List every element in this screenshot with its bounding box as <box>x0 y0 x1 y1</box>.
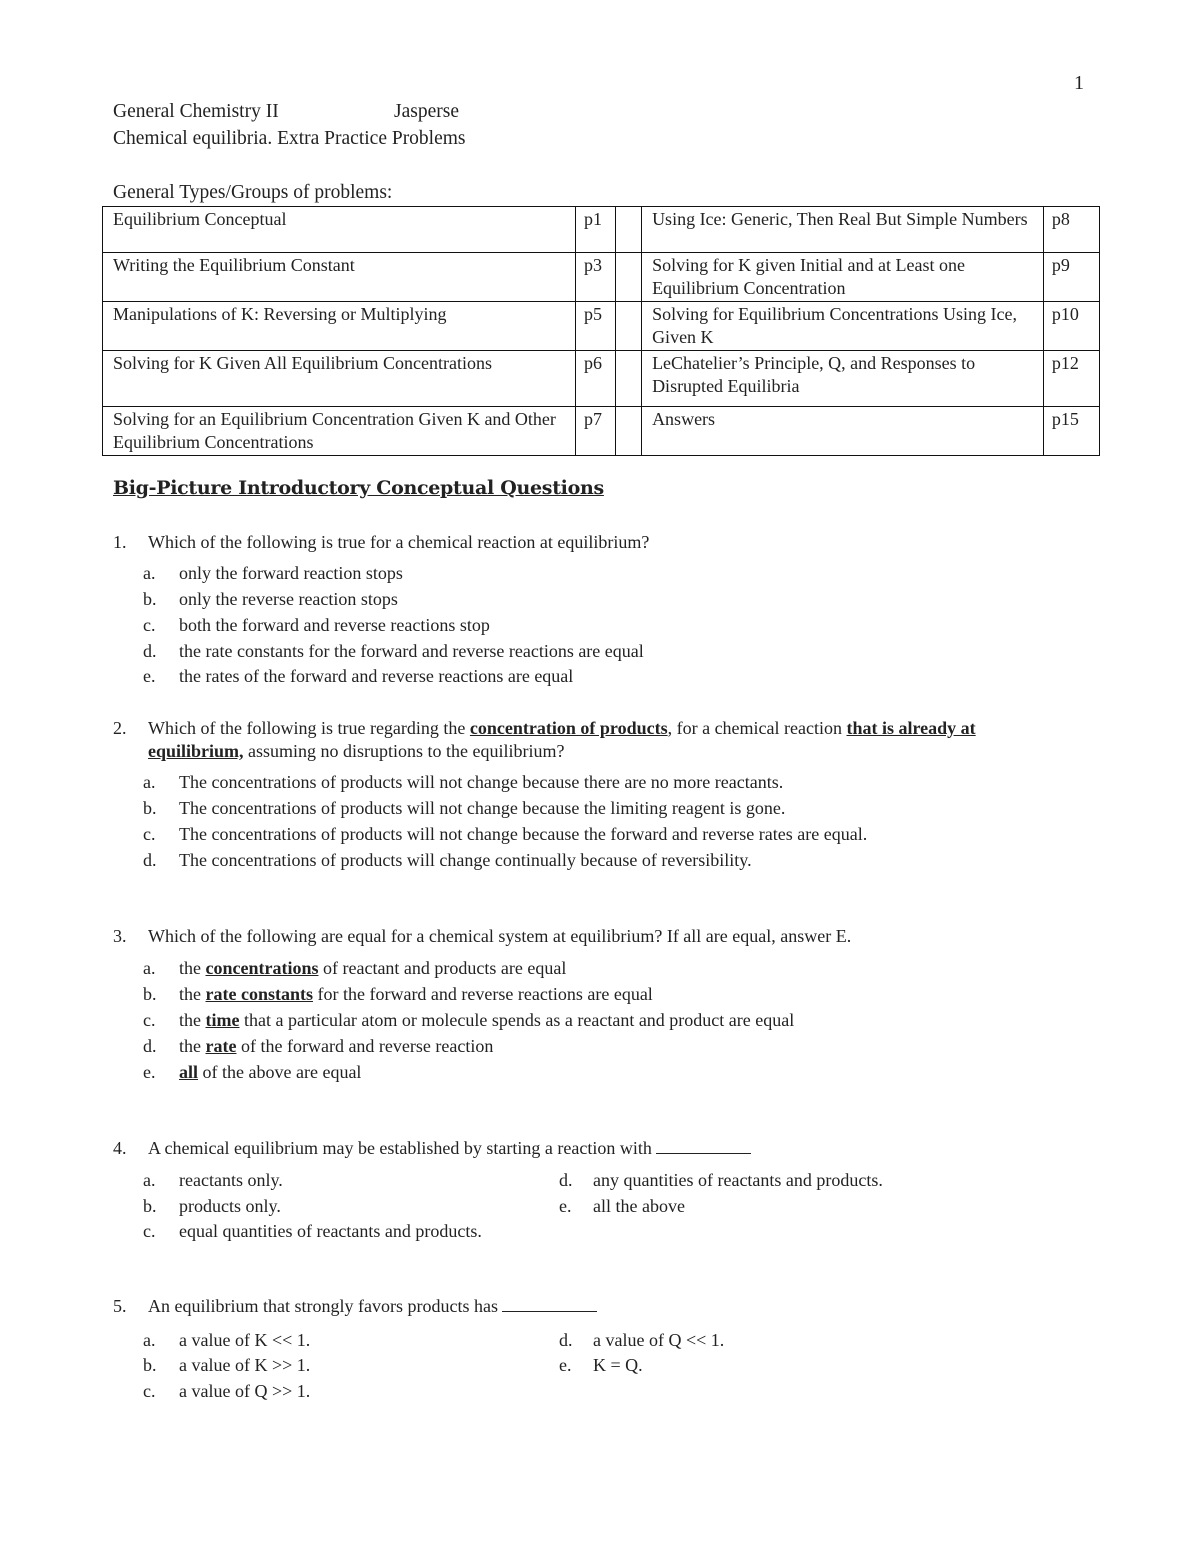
option-text <box>179 984 653 1005</box>
option-text <box>179 1062 361 1083</box>
spacer-cell <box>616 207 642 253</box>
toc-topic: Solving for K Given All Equilibrium Concentrations <box>103 351 576 407</box>
table-row <box>103 351 1100 407</box>
question-text-part: , for a chemical reaction <box>667 718 847 738</box>
question-text <box>148 717 976 740</box>
option-text-part: of the above are equal <box>198 1062 362 1082</box>
option-letter: c. <box>143 1010 156 1030</box>
table-row <box>103 253 1100 302</box>
option-letter: d. <box>143 850 157 870</box>
toc-page: p5 <box>575 302 615 351</box>
section-heading: Big-Picture Introductory Conceptual Questions <box>113 477 604 499</box>
option-letter: a. <box>143 1170 156 1190</box>
spacer-cell <box>616 407 642 456</box>
option-letter: e. <box>559 1196 572 1216</box>
spacer-cell <box>616 302 642 351</box>
question-number: 1. <box>113 532 127 552</box>
option-text: a value of K << 1. <box>179 1330 311 1350</box>
emphasis-text: all <box>179 1062 199 1082</box>
option-letter: a. <box>143 563 156 583</box>
emphasis-text: rate constants <box>205 984 313 1004</box>
option-text: The concentrations of products will not change because there are no more reactants. <box>179 772 784 792</box>
groups-label: General Types/Groups of problems: <box>113 182 393 203</box>
toc-page: p3 <box>575 253 615 302</box>
option-letter: d. <box>559 1330 573 1350</box>
page-number: 1 <box>1074 72 1084 94</box>
toc-page: p12 <box>1043 351 1099 407</box>
emphasis-text: rate <box>205 1036 237 1056</box>
option-text: K = Q. <box>593 1355 643 1375</box>
header-line <box>113 101 459 123</box>
option-text: any quantities of reactants and products. <box>593 1170 883 1190</box>
option-text: equal quantities of reactants and products. <box>179 1221 482 1241</box>
option-text: only the reverse reaction stops <box>179 589 398 609</box>
emphasis-text: time <box>205 1010 240 1030</box>
option-letter: b. <box>143 589 157 609</box>
question-text <box>148 740 565 763</box>
option-letter: d. <box>143 641 157 661</box>
toc-page: p6 <box>575 351 615 407</box>
option-letter: b. <box>143 1355 157 1375</box>
spacer-cell <box>616 253 642 302</box>
option-letter: c. <box>143 615 156 635</box>
option-letter: b. <box>143 798 157 818</box>
option-text: the rates of the forward and reverse reactions are equal <box>179 666 574 686</box>
toc-topic: Solving for an Equilibrium Concentration Given K and Other Equilibrium Concentrations <box>103 407 576 456</box>
emphasis-text: concentration of products <box>469 718 668 738</box>
table-row <box>103 302 1100 351</box>
option-letter: b. <box>143 984 157 1004</box>
toc-topic: Using Ice: Generic, Then Real But Simple Numbers <box>642 207 1044 253</box>
question-text: Which of the following are equal for a chemical system at equilibrium? If all are equal, answer E. <box>148 926 852 946</box>
question-text-part: assuming no disruptions to the equilibrium? <box>243 741 565 761</box>
toc-page: p1 <box>575 207 615 253</box>
answer-blank <box>656 1137 751 1154</box>
question-text-part: A chemical equilibrium may be established by starting a reaction with <box>148 1138 652 1158</box>
question-text-part: Which of the following is true regarding the <box>148 718 470 738</box>
toc-topic: Manipulations of K: Reversing or Multiplying <box>103 302 576 351</box>
option-text-part: that a particular atom or molecule spends as a reactant and product are equal <box>239 1010 795 1030</box>
option-letter: a. <box>143 1330 156 1350</box>
option-letter: b. <box>143 1196 157 1216</box>
option-text: both the forward and reverse reactions stop <box>179 615 490 635</box>
answer-blank <box>502 1295 597 1312</box>
table-row <box>103 207 1100 253</box>
toc-topic: Answers <box>642 407 1044 456</box>
question-number: 4. <box>113 1138 127 1158</box>
option-text: a value of Q << 1. <box>593 1330 725 1350</box>
option-letter: e. <box>143 1062 156 1082</box>
option-letter: c. <box>143 1221 156 1241</box>
toc-topic: Equilibrium Conceptual <box>103 207 576 253</box>
course-title: General Chemistry II <box>113 101 279 122</box>
toc-page: p7 <box>575 407 615 456</box>
option-text: The concentrations of products will not change because the forward and reverse rates are equal. <box>179 824 868 844</box>
option-text: only the forward reaction stops <box>179 563 403 583</box>
question-text <box>148 1295 597 1318</box>
option-text-part: the <box>179 1036 206 1056</box>
option-text: reactants only. <box>179 1170 283 1190</box>
spacer-cell <box>616 351 642 407</box>
option-text-part: of reactant and products are equal <box>318 958 567 978</box>
option-text: all the above <box>593 1196 685 1216</box>
option-text-part: the <box>179 1010 206 1030</box>
emphasis-text: that is already at <box>846 718 976 738</box>
option-text <box>179 958 566 979</box>
toc-topic: LeChatelier’s Principle, Q, and Responses to Disrupted Equilibria <box>642 351 1044 407</box>
emphasis-text: concentrations <box>205 958 319 978</box>
toc-page: p9 <box>1043 253 1099 302</box>
question-text <box>148 1137 751 1160</box>
option-text: The concentrations of products will change continually because of reversibility. <box>179 850 752 870</box>
option-text <box>179 1010 794 1031</box>
option-text: The concentrations of products will not change because the limiting reagent is gone. <box>179 798 786 818</box>
question-number: 3. <box>113 926 127 946</box>
option-letter: a. <box>143 772 156 792</box>
option-text: the rate constants for the forward and reverse reactions are equal <box>179 641 644 661</box>
option-letter: a. <box>143 958 156 978</box>
instructor-name: Jasperse <box>394 101 459 122</box>
toc-page: p10 <box>1043 302 1099 351</box>
table-row <box>103 407 1100 456</box>
toc-page: p8 <box>1043 207 1099 253</box>
toc-topic: Solving for K given Initial and at Least one Equilibrium Concentration <box>642 253 1044 302</box>
option-text-part: the <box>179 958 206 978</box>
option-text-part: the <box>179 984 206 1004</box>
document-subtitle: Chemical equilibria. Extra Practice Problems <box>113 128 466 149</box>
option-letter: e. <box>143 666 156 686</box>
toc-topic: Writing the Equilibrium Constant <box>103 253 576 302</box>
toc-topic: Solving for Equilibrium Concentrations Using Ice, Given K <box>642 302 1044 351</box>
emphasis-text: equilibrium, <box>148 741 244 761</box>
option-text-part: for the forward and reverse reactions are equal <box>312 984 653 1004</box>
problem-groups-table <box>102 206 1100 456</box>
question-text: Which of the following is true for a chemical reaction at equilibrium? <box>148 532 650 552</box>
question-number: 5. <box>113 1296 127 1316</box>
question-number: 2. <box>113 718 127 738</box>
option-letter: c. <box>143 1381 156 1401</box>
option-text: products only. <box>179 1196 281 1216</box>
option-letter: d. <box>559 1170 573 1190</box>
option-letter: c. <box>143 824 156 844</box>
option-text: a value of K >> 1. <box>179 1355 311 1375</box>
option-text <box>179 1036 493 1057</box>
option-letter: e. <box>559 1355 572 1375</box>
option-text-part: of the forward and reverse reaction <box>236 1036 494 1056</box>
option-text: a value of Q >> 1. <box>179 1381 311 1401</box>
option-letter: d. <box>143 1036 157 1056</box>
toc-page: p15 <box>1043 407 1099 456</box>
question-text-part: An equilibrium that strongly favors products has <box>148 1296 498 1316</box>
